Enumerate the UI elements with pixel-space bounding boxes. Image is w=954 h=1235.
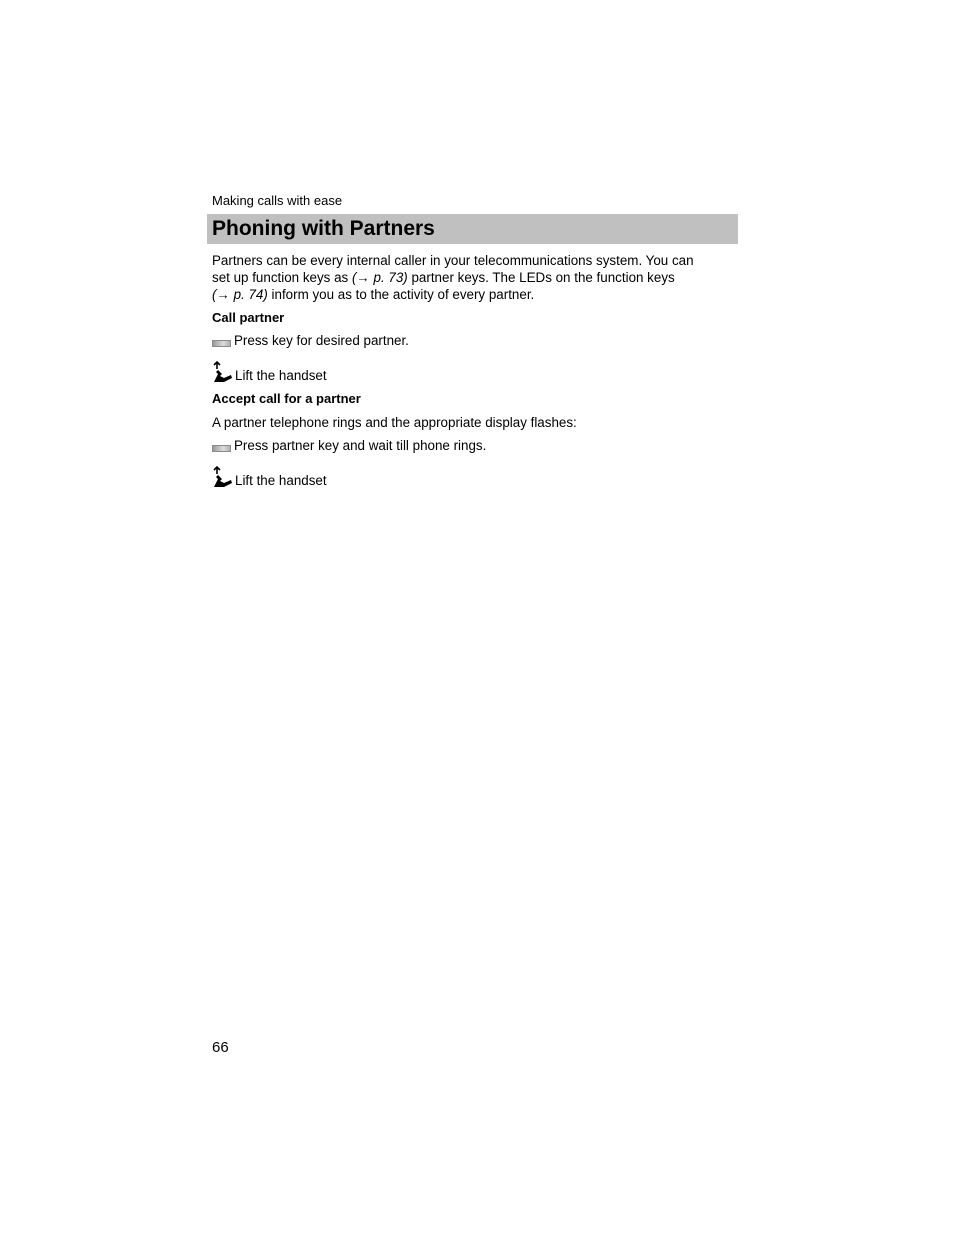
intro-paragraph: [212, 252, 732, 303]
running-head: Making calls with ease: [212, 193, 343, 208]
accept-call-description: A partner telephone rings and the appropriate display flashes:: [212, 415, 577, 430]
intro-line-2: [212, 269, 732, 286]
call-partner-heading: Call partner: [212, 310, 285, 325]
call-partner-step-1: [212, 333, 409, 349]
intro-text: inform you as to the activity of every partner.: [267, 287, 535, 302]
section-title-bar: [207, 214, 738, 244]
intro-text: partner keys. The LEDs on the function keys: [407, 270, 675, 285]
step-text: Lift the handset: [235, 473, 327, 488]
intro-line-1: Partners can be every internal caller in your telecommunications system. You can: [212, 253, 694, 268]
page-reference-74: (→ p. 74): [212, 287, 268, 302]
page-number: 66: [212, 1039, 229, 1056]
function-key-icon: [212, 340, 231, 347]
accept-call-heading: Accept call for a partner: [212, 391, 361, 406]
step-text: Press key for desired partner.: [234, 333, 409, 348]
lift-handset-icon: [212, 360, 233, 384]
intro-text: set up function keys as: [212, 270, 352, 285]
accept-call-step-2: [212, 465, 327, 489]
section-title: Phoning with Partners: [212, 217, 435, 240]
accept-call-step-1: [212, 438, 486, 454]
lift-handset-icon: [212, 465, 233, 489]
page-reference-73: (→ p. 73): [351, 270, 408, 285]
intro-line-3: [212, 286, 732, 303]
step-text: Press partner key and wait till phone rings.: [234, 438, 487, 453]
step-text: Lift the handset: [235, 368, 327, 383]
call-partner-step-2: [212, 360, 327, 384]
function-key-icon: [212, 445, 231, 452]
